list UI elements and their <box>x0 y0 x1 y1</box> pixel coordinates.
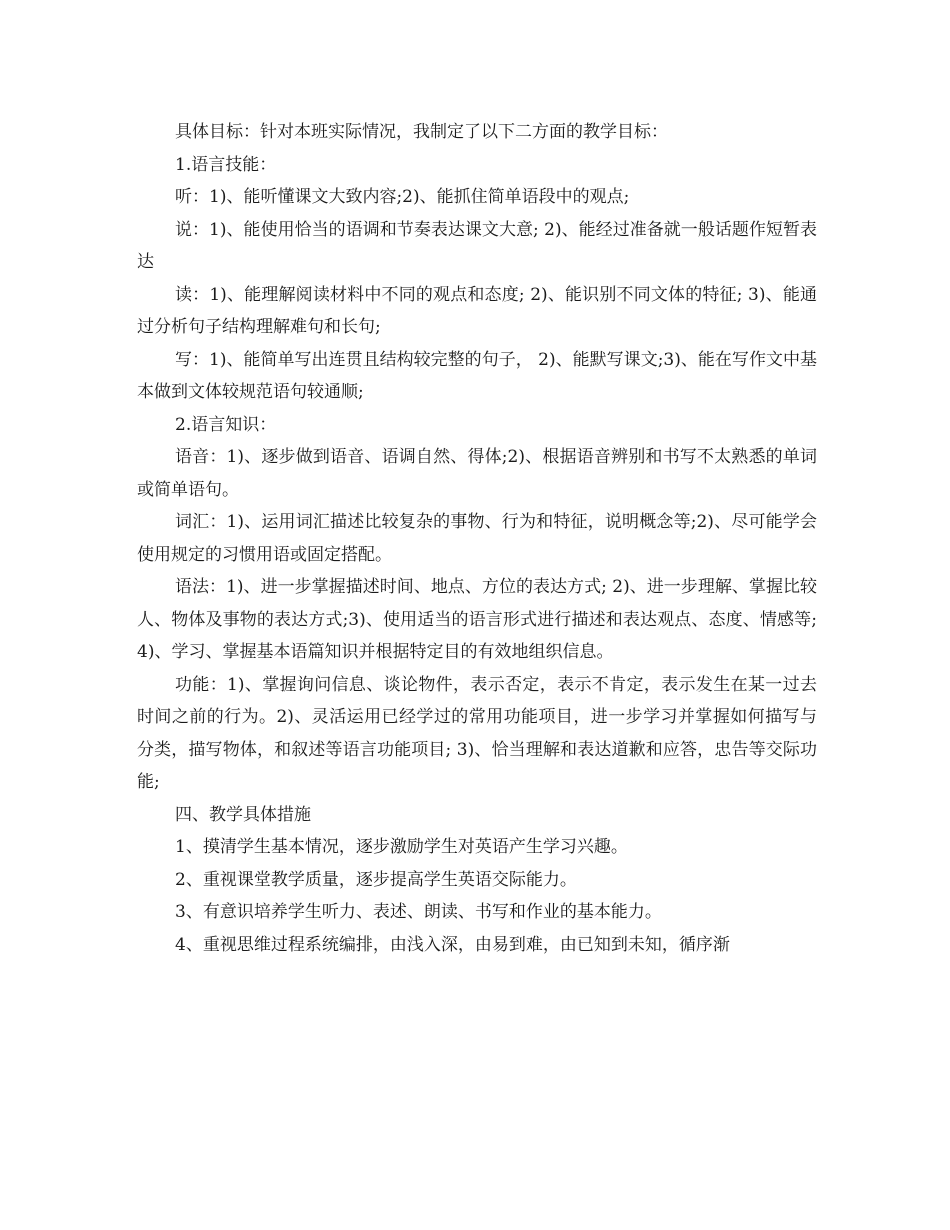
heading-language-skills: 1.语言技能： <box>175 154 277 175</box>
paragraph-specific-goals: 具体目标：针对本班实际情况，我制定了以下二方面的教学目标： <box>175 122 668 142</box>
heading-language-knowledge: 2.语言知识： <box>175 414 277 435</box>
paragraph-listening: 听：1)、能听懂课文大致内容;2)、能抓住简单语段中的观点; <box>175 187 630 207</box>
paragraph-pronunciation: 语音：1)、逐步做到语音、语调自然、得体;2)、根据语音辨别和书写不太熟悉的单词或简单语句。 <box>137 447 817 500</box>
paragraph-vocabulary: 词汇：1)、运用词汇描述比较复杂的事物、行为和特征，说明概念等;2)、尽可能学会使用规定的习惯用语或固定搭配。 <box>137 512 817 565</box>
paragraph-functions: 功能：1)、掌握询问信息、谈论物件，表示否定，表示不肯定，表示发生在某一过去时间之前的行为。2)、灵活运用已经学过的常用功能项目，进一步学习并掌握如何描写与分类，描写物体，和叙述等语言功能项目; 3)、恰当理解和表达道歉和应答，忠告等交际功能; <box>137 674 817 792</box>
heading-teaching-measures: 四、教学具体措施 <box>175 804 311 825</box>
document-body <box>137 116 817 961</box>
list-item-measure-2: 2、重视课堂教学质量，逐步提高学生英语交际能力。 <box>175 869 577 890</box>
list-item-measure-1: 1、摸清学生基本情况，逐步激励学生对英语产生学习兴趣。 <box>175 837 628 857</box>
paragraph-grammar: 语法：1)、进一步掌握描述时间、地点、方位的表达方式; 2)、进一步理解、掌握比较人、物体及事物的表达方式;3)、使用适当的语言形式进行描述和表达观点、态度、情感等; 4)、学习、掌握基本语篇知识并根据特定目的有效地组织信息。 <box>137 577 817 662</box>
paragraph-reading: 读：1)、能理解阅读材料中不同的观点和态度; 2)、能识别不同文体的特征; 3)、能通过分析句子结构理解难句和长句; <box>137 284 817 337</box>
paragraph-speaking: 说：1)、能使用恰当的语调和节奏表达课文大意; 2)、能经过准备就一般话题作短暂表达 <box>137 219 817 272</box>
paragraph-writing: 写：1)、能简单写出连贯且结构较完整的句子， 2)、能默写课文;3)、能在写作文中基本做到文体较规范语句较通顺; <box>137 349 817 402</box>
list-item-measure-4: 4、重视思维过程系统编排，由浅入深，由易到难，由已知到未知，循序渐 <box>175 934 730 955</box>
list-item-measure-3: 3、有意识培养学生听力、表述、朗读、书写和作业的基本能力。 <box>175 902 662 922</box>
